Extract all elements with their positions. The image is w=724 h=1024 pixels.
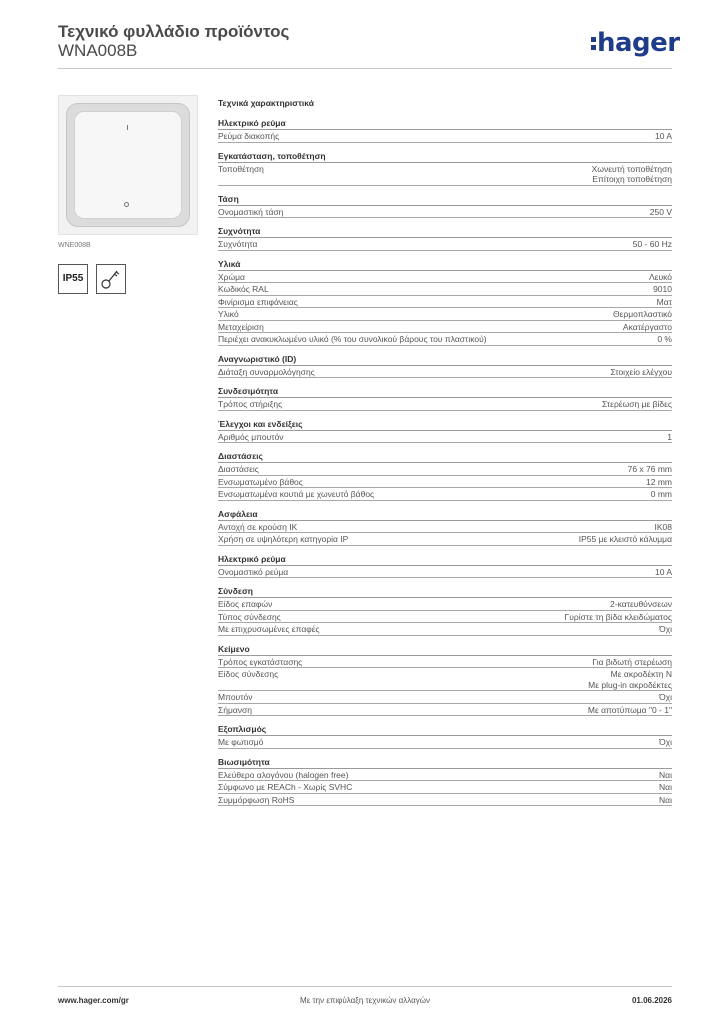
spec-row: [218, 296, 672, 309]
header-divider: [58, 68, 672, 69]
spec-value-line: Όχι: [659, 624, 672, 634]
spec-label: Διαστάσεις: [218, 464, 259, 474]
spec-label: Ενσωματωμένο βάθος: [218, 476, 303, 487]
spec-section: [218, 385, 672, 411]
spec-section: [218, 450, 672, 501]
spec-value-line: Με ακροδέκτη N: [610, 669, 672, 679]
spec-value-line: Επίτοιχη τοποθέτηση: [592, 174, 672, 184]
spec-section: [218, 225, 672, 251]
footer-website-link[interactable]: www.hager.com/gr: [58, 996, 129, 1005]
spec-value-line: 50 - 60 Hz: [632, 239, 672, 249]
spec-sections: [218, 117, 672, 806]
spec-value-line: 9010: [653, 284, 672, 294]
spec-value-line: 10 A: [654, 131, 672, 141]
spec-section: [218, 723, 672, 749]
spec-value-line: Με αποτύπωμα "0 - 1": [587, 704, 672, 715]
logo-text: hager: [597, 28, 680, 58]
spec-row: [218, 769, 672, 782]
spec-section: [218, 150, 672, 186]
section-title: Έλεγχοι και ενδείξεις: [218, 418, 672, 431]
section-title: Βιωσιμότητα: [218, 756, 672, 769]
spec-value: [623, 322, 672, 333]
spec-value-line: 0 %: [657, 334, 672, 344]
spec-value-line: 1: [667, 431, 672, 442]
spec-row: [218, 668, 672, 691]
spec-row: [218, 736, 672, 749]
spec-value: [649, 272, 672, 283]
spec-section: [218, 117, 672, 143]
spec-value: [659, 770, 672, 781]
product-code: WNA008B: [58, 41, 138, 60]
specs-title: Τεχνικά χαρακτηριστικά: [218, 98, 314, 108]
spec-value-line: 0 mm: [650, 489, 672, 499]
spec-value-line: Ναι: [659, 782, 672, 792]
spec-value-line: Θερμοπλαστικό: [612, 309, 672, 319]
spec-value-line: 12 mm: [646, 476, 672, 487]
spec-row: [218, 623, 672, 636]
spec-label: Αριθμός μπουτόν: [218, 431, 284, 442]
spec-label: Υλικό: [218, 309, 239, 319]
spec-section: [218, 553, 672, 579]
spec-label: Συμμόρφωση RoHS: [218, 794, 295, 805]
spec-section: [218, 193, 672, 219]
spec-value-line: IK08: [654, 521, 672, 532]
spec-row: [218, 271, 672, 284]
spec-value-line: Με plug-in ακροδέκτες: [588, 679, 672, 690]
spec-value: [633, 239, 672, 250]
spec-row: [218, 163, 672, 186]
spec-value-line: 250 V: [649, 206, 672, 217]
spec-value-line: Στερέωση με βίδες: [601, 399, 672, 409]
spec-section: [218, 508, 672, 546]
key-icon: [96, 264, 126, 294]
spec-value: [579, 534, 672, 545]
spec-value: [628, 464, 672, 475]
logo-dots-icon: [591, 34, 596, 53]
spec-section: [218, 756, 672, 807]
spec-row: [218, 521, 672, 534]
spec-label: Διάταξη συναρμολόγησης: [218, 366, 315, 377]
spec-row: [218, 238, 672, 251]
hager-logo[interactable]: [591, 28, 680, 58]
footer-date: 01.06.2026: [631, 996, 672, 1005]
product-image: [58, 95, 198, 235]
spec-value: [657, 297, 672, 308]
spec-label: Χρώμα: [218, 271, 245, 282]
spec-row: [218, 366, 672, 379]
spec-row: [218, 656, 672, 669]
spec-row: [218, 598, 672, 611]
spec-value-line: Λευκό: [649, 271, 672, 282]
spec-value: [602, 399, 672, 410]
spec-label: Φινίρισμα επιφάνειας: [218, 296, 298, 307]
switch-rocker: [74, 111, 182, 219]
spec-value-line: Για βιδωτή στερέωση: [592, 656, 672, 667]
spec-value-line: Ματ: [656, 296, 672, 307]
off-mark-icon: [124, 202, 129, 207]
spec-value: [655, 131, 672, 142]
spec-value-line: Ακατέργαστο: [622, 321, 672, 332]
spec-value: [588, 669, 672, 690]
section-title: Ηλεκτρικό ρεύμα: [218, 553, 672, 566]
spec-label: Τύπος σύνδεσης: [218, 611, 281, 622]
spec-value: [659, 624, 672, 635]
spec-value-line: Όχι: [659, 737, 672, 747]
spec-section: [218, 258, 672, 346]
footer-note: Με την επιφύλαξη τεχνικών αλλαγών: [300, 996, 430, 1005]
spec-value-line: Ναι: [659, 794, 672, 805]
technical-specifications: [218, 97, 672, 813]
spec-row: [218, 476, 672, 489]
spec-value: [657, 334, 672, 345]
spec-label: Με επιχρυσωμένες επαφές: [218, 624, 320, 634]
spec-value: [659, 795, 672, 806]
spec-value: [610, 367, 672, 378]
spec-value: [613, 309, 672, 320]
section-title: Κείμενο: [218, 643, 672, 656]
spec-row: [218, 488, 672, 501]
spec-row: [218, 611, 672, 624]
section-title: Εξοπλισμός: [218, 723, 672, 736]
document-header: [58, 22, 289, 60]
spec-row: [218, 781, 672, 794]
switch-frame: [66, 103, 190, 227]
spec-label: Σήμανση: [218, 704, 253, 715]
spec-row: [218, 333, 672, 346]
spec-value: [565, 612, 672, 623]
spec-label: Μπουτόν: [218, 692, 253, 702]
spec-value: [659, 737, 672, 748]
spec-label: Αντοχή σε κρούση IK: [218, 521, 298, 532]
spec-label: Τοποθέτηση: [218, 163, 264, 174]
spec-value: [610, 599, 672, 610]
section-title: Αναγνωριστικό (ID): [218, 353, 672, 366]
spec-value-line: IP55 με κλειστό κάλυμμα: [578, 534, 672, 544]
spec-row: [218, 321, 672, 334]
spec-label: Ελεύθερο αλογόνου (halogen free): [218, 769, 349, 780]
spec-label: Ρεύμα διακοπής: [218, 131, 280, 141]
spec-value: [667, 432, 672, 443]
section-title: Εγκατάσταση, τοποθέτηση: [218, 150, 672, 163]
spec-value-line: 10 A: [654, 566, 672, 577]
spec-row: [218, 206, 672, 219]
spec-row: [218, 794, 672, 807]
spec-label: Συχνότητα: [218, 239, 258, 249]
spec-label: Είδος σύνδεσης: [218, 669, 279, 679]
ip-rating-badge: IP55: [58, 264, 88, 294]
spec-section: [218, 418, 672, 444]
spec-label: Τρόπος εγκατάστασης: [218, 656, 303, 667]
spec-row: [218, 308, 672, 321]
spec-row: [218, 704, 672, 717]
spec-value: [588, 705, 672, 716]
section-title: Ασφάλεια: [218, 508, 672, 521]
section-title: Τάση: [218, 193, 672, 206]
spec-section: [218, 643, 672, 717]
spec-value-line: Χωνευτή τοποθέτηση: [591, 163, 672, 174]
spec-label: Περιέχει ανακυκλωμένο υλικό (% του συνολικού βάρους του πλαστικού): [218, 334, 487, 344]
spec-section: [218, 585, 672, 636]
section-title: Υλικά: [218, 258, 672, 271]
spec-row: [218, 130, 672, 143]
spec-value: [592, 164, 672, 185]
spec-value-line: Στοιχείο ελέγχου: [610, 366, 672, 377]
spec-label: Είδος επαφών: [218, 599, 273, 609]
spec-value-line: 2-κατευθύνσεων: [610, 599, 672, 609]
spec-row: [218, 691, 672, 704]
spec-value: [646, 477, 672, 488]
spec-section: [218, 353, 672, 379]
spec-label: Χρήση σε υψηλότερη κατηγορία IP: [218, 534, 349, 544]
document-title: Τεχνικό φυλλάδιο προϊόντος: [58, 22, 290, 41]
spec-value-line: 76 x 76 mm: [627, 464, 672, 474]
spec-row: [218, 566, 672, 579]
spec-label: Ενσωματωμένα κουτιά με χωνευτό βάθος: [218, 489, 375, 499]
spec-label: Μεταχείριση: [218, 321, 264, 332]
spec-row: [218, 533, 672, 546]
spec-value-line: Ναι: [659, 769, 672, 780]
spec-label: Ονομαστικό ρεύμα: [218, 566, 289, 577]
image-caption: WNE008B: [58, 242, 91, 249]
spec-value: [655, 522, 673, 533]
spec-row: [218, 283, 672, 296]
section-title: Ηλεκτρικό ρεύμα: [218, 117, 672, 130]
spec-row: [218, 463, 672, 476]
spec-label: Κωδικός RAL: [218, 284, 269, 294]
spec-value: [659, 782, 672, 793]
spec-label: Σύμφωνο με REACh - Χωρίς SVHC: [218, 782, 353, 792]
spec-label: Ονομαστική τάση: [218, 206, 284, 217]
spec-value: [651, 489, 672, 500]
section-title: Σύνδεση: [218, 585, 672, 598]
spec-row: [218, 431, 672, 444]
spec-value: [659, 692, 672, 703]
section-title: Διαστάσεις: [218, 450, 672, 463]
footer-divider: [58, 986, 672, 987]
spec-row: [218, 398, 672, 411]
on-mark-icon: [127, 125, 128, 130]
section-title: Συχνότητα: [218, 225, 672, 238]
spec-value: [592, 657, 672, 668]
spec-value-line: Όχι: [659, 692, 672, 702]
spec-value-line: Γυρίστε τη βίδα κλειδώματος: [564, 611, 672, 622]
section-title: Συνδεσιμότητα: [218, 385, 672, 398]
spec-value: [650, 207, 672, 218]
spec-value: [655, 567, 672, 578]
spec-value: [653, 284, 672, 295]
spec-label: Τρόπος στήριξης: [218, 399, 283, 409]
spec-label: Με φωτισμό: [218, 737, 264, 747]
